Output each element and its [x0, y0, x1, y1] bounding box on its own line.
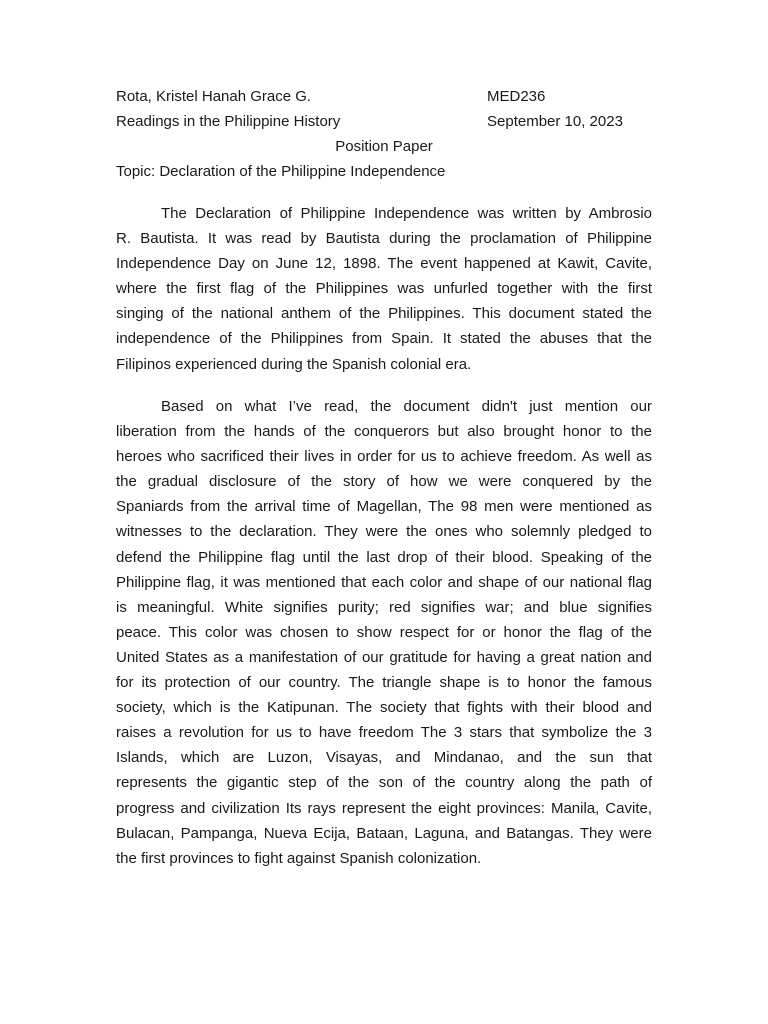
paragraph-line: witnesses to the declaration. They were the ones who solemnly pledged to	[116, 523, 652, 541]
paragraph-line: is meaningful. White signifies purity; red signifies war; and blue signifies	[116, 598, 652, 616]
paragraph-line: Independence Day on June 12, 1898. The event happened at Kawit, Cavite,	[116, 255, 652, 273]
paragraph-line: Filipinos experienced during the Spanish colonial era.	[116, 355, 472, 373]
paragraph-line: singing of the national anthem of the Philippines. This document stated the	[116, 305, 652, 323]
paragraph-line: represents the gigantic step of the son of the country along the path of	[116, 774, 652, 792]
paragraph-line: Philippine flag, it was mentioned that each color and shape of our national flag	[116, 573, 652, 591]
header-row-course	[116, 109, 656, 134]
course-code: MED236	[487, 88, 546, 105]
document-date: September 10, 2023	[487, 113, 623, 130]
paragraph-line: the first provinces to fight against Spanish colonization.	[116, 849, 482, 867]
paragraph-line: heroes who sacrificed their lives in order for us to achieve freedom. As well as	[116, 448, 652, 466]
paragraph-line: Islands, which are Luzon, Visayas, and Mindanao, and the sun that	[116, 749, 652, 767]
paragraph-line: the gradual disclosure of the story of how we were conquered by the	[116, 473, 652, 491]
paragraph-line: R. Bautista. It was read by Bautista during the proclamation of Philippine	[116, 230, 652, 248]
paragraph-line: peace. This color was chosen to show respect for or honor the flag of the	[116, 623, 652, 641]
paragraph-line: Spaniards from the arrival time of Magellan, The 98 men were mentioned as	[116, 498, 652, 516]
paragraph-line: raises a revolution for us to have freedom The 3 stars that symbolize the 3	[116, 724, 652, 742]
header-row-author	[116, 84, 656, 109]
course-title: Readings in the Philippine History	[116, 113, 341, 130]
paragraph-line: defend the Philippine flag until the last drop of their blood. Speaking of the	[116, 548, 652, 566]
paragraph-line: Bulacan, Pampanga, Nueva Ecija, Bataan, Laguna, and Batangas. They were	[116, 824, 652, 842]
paragraph-line: for its protection of our country. The triangle shape is to honor the famous	[116, 674, 652, 692]
paragraph-line: independence of the Philippines from Spain. It stated the abuses that the	[116, 330, 652, 348]
document-type-title: Position Paper	[335, 138, 433, 155]
paragraph-1	[116, 201, 652, 377]
paragraph-line: society, which is the Katipunan. The society that fights with their blood and	[116, 699, 652, 717]
paragraph-line: progress and civilization Its rays represent the eight provinces: Manila, Cavite,	[116, 799, 652, 817]
paragraph-2	[116, 394, 652, 871]
paragraph-line: Based on what I’ve read, the document didn't just mention our	[161, 398, 652, 415]
paragraph-line: liberation from the hands of the conquerors but also brought honor to the	[116, 423, 652, 441]
paragraph-line: The Declaration of Philippine Independence was written by Ambrosio	[161, 205, 652, 222]
paragraph-line: United States as a manifestation of our gratitude for having a great nation and	[116, 648, 652, 666]
author-name: Rota, Kristel Hanah Grace G.	[116, 88, 312, 105]
paragraph-line: where the first flag of the Philippines was unfurled together with the first	[116, 280, 652, 298]
topic-line: Topic: Declaration of the Philippine Independence	[116, 163, 446, 180]
